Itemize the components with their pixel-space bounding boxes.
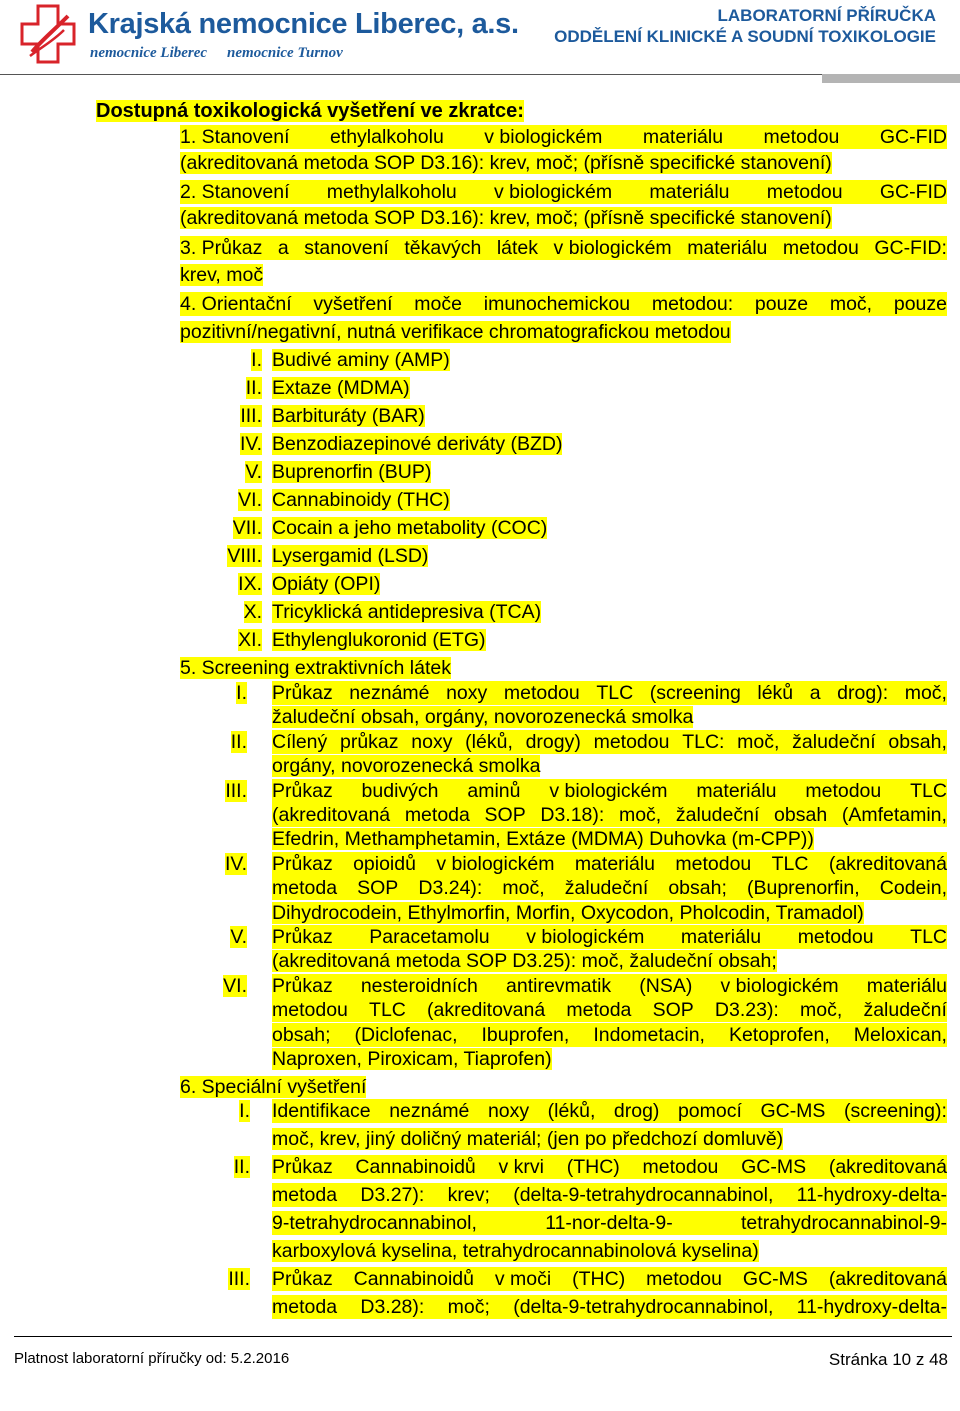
word: drogy) bbox=[525, 730, 581, 753]
word: metodou bbox=[782, 237, 859, 259]
word: metoda bbox=[404, 804, 470, 826]
word: v biologickém bbox=[720, 974, 839, 997]
word: žaludeční bbox=[792, 730, 876, 753]
screening-item-line bbox=[272, 803, 947, 827]
word: GC-MS bbox=[742, 1268, 808, 1290]
word: neznámé bbox=[389, 1100, 470, 1122]
item-number: VI. bbox=[238, 489, 262, 511]
page-number: Stránka 10 z 48 bbox=[828, 1350, 948, 1369]
item-number: VII. bbox=[232, 517, 262, 539]
word: aminů bbox=[467, 779, 521, 802]
special-item-line bbox=[272, 1155, 947, 1179]
word: 9-tetrahydrocannabinol, bbox=[272, 1212, 477, 1234]
header-divider-accent bbox=[822, 74, 960, 83]
item-1-line: (akreditovaná metoda SOP D3.16): krev, moč; (přísně specifické stanovení) bbox=[180, 152, 832, 174]
word: neznámé bbox=[349, 682, 430, 704]
item-3-line bbox=[180, 236, 947, 260]
word: methylalkoholu bbox=[326, 181, 457, 203]
word: v biologickém bbox=[553, 237, 672, 259]
word: (THC) bbox=[566, 1156, 620, 1178]
screening-item-line bbox=[272, 681, 947, 705]
word: Cannabinoidů bbox=[353, 1268, 474, 1290]
word: obsah; bbox=[668, 877, 727, 900]
word: TLC: bbox=[682, 730, 725, 753]
section-5-title: 5. Screening extraktivních látek bbox=[180, 657, 451, 679]
word: GC-MS bbox=[760, 1100, 826, 1122]
immuno-test-item: Benzodiazepinové deriváty (BZD) bbox=[272, 433, 563, 455]
word: (akreditovaná bbox=[427, 999, 546, 1022]
word: materiálu bbox=[687, 237, 768, 259]
screening-item-line bbox=[272, 852, 947, 876]
item-number: IV. bbox=[224, 852, 247, 875]
word: (akreditovaná bbox=[272, 804, 391, 826]
word: (screening): bbox=[843, 1100, 947, 1122]
word: (screening bbox=[649, 682, 741, 704]
word: 3. Průkaz bbox=[180, 237, 263, 259]
special-item-line bbox=[272, 1183, 947, 1207]
word: (Diclofenac, bbox=[354, 1023, 458, 1046]
word: 4. Orientační bbox=[180, 293, 292, 315]
word: opioidů bbox=[353, 852, 416, 875]
screening-item-line bbox=[272, 730, 947, 754]
immuno-test-item: Buprenorfin (BUP) bbox=[272, 461, 432, 483]
word: drog): bbox=[837, 682, 889, 704]
screening-item-line bbox=[272, 998, 947, 1022]
page-header bbox=[0, 0, 960, 80]
item-number: IX. bbox=[238, 573, 262, 595]
immuno-test-item: Tricyklická antidepresiva (TCA) bbox=[272, 601, 542, 623]
word: metodou bbox=[766, 181, 843, 203]
item-number: I. bbox=[251, 349, 262, 371]
word: Průkaz bbox=[272, 852, 333, 875]
word: pomocí bbox=[677, 1100, 742, 1122]
screening-item-line bbox=[272, 925, 947, 949]
word: imunochemickou bbox=[483, 293, 631, 315]
screening-item-line bbox=[272, 974, 947, 998]
word: a bbox=[277, 237, 289, 259]
word: TLC bbox=[910, 926, 947, 948]
word: (léků, bbox=[465, 730, 513, 753]
word: moč; bbox=[447, 1296, 490, 1318]
word: 11-hydroxy-delta- bbox=[796, 1184, 947, 1206]
word: (delta-9-tetrahydrocannabinol, bbox=[513, 1296, 774, 1318]
section-heading: Dostupná toxikologická vyšetření ve zkratce: bbox=[96, 100, 524, 122]
word: metodou bbox=[763, 126, 840, 148]
word: budivých bbox=[361, 779, 439, 802]
word: Průkaz bbox=[272, 1156, 333, 1178]
word: GC-FID bbox=[879, 126, 947, 148]
word: noxy bbox=[411, 730, 453, 753]
word: metodou bbox=[805, 779, 882, 802]
special-item-line: moč, krev, jiný doličný materiál; (jen po předchozí domluvě) bbox=[272, 1128, 784, 1150]
word: Paracetamolu bbox=[369, 926, 490, 948]
immuno-test-item: Barbituráty (BAR) bbox=[272, 405, 425, 427]
word: materiálu bbox=[696, 779, 777, 802]
word: TLC bbox=[369, 999, 406, 1022]
word: metodou bbox=[797, 926, 874, 948]
word: Průkaz bbox=[272, 779, 333, 802]
word: nesteroidních bbox=[360, 974, 478, 997]
word: (akreditovaná bbox=[828, 1156, 947, 1178]
word: SOP bbox=[357, 877, 399, 900]
validity-date: Platnost laboratorní příručky od: 5.2.2016 bbox=[14, 1350, 290, 1367]
word: Meloxican, bbox=[853, 1023, 947, 1046]
item-number: X. bbox=[243, 601, 262, 623]
subtitle-turnov: nemocnice Turnov bbox=[227, 45, 343, 61]
screening-item-line: Dihydrocodein, Ethylmorfin, Morfin, Oxycodon, Pholcodin, Tramadol) bbox=[272, 901, 864, 924]
special-item-line bbox=[272, 1099, 947, 1123]
header-divider bbox=[0, 74, 960, 75]
word: SOP bbox=[652, 999, 694, 1022]
hospital-subtitle bbox=[90, 45, 343, 62]
word: metodou: bbox=[651, 293, 734, 315]
screening-item-line bbox=[272, 1023, 947, 1047]
word: (akreditovaná bbox=[828, 852, 947, 875]
item-number: VI. bbox=[223, 974, 247, 997]
word: TLC bbox=[771, 852, 809, 875]
word: Ibuprofen, bbox=[481, 1023, 570, 1046]
item-number: IV. bbox=[239, 433, 262, 455]
screening-item-line bbox=[272, 779, 947, 803]
word: 1. Stanovení bbox=[180, 126, 290, 148]
word: D3.28): bbox=[360, 1296, 425, 1318]
word: TLC bbox=[596, 682, 634, 704]
word: GC-FID bbox=[879, 181, 947, 203]
hospital-name: Krajská nemocnice Liberec, a.s. bbox=[88, 8, 519, 40]
item-number: I. bbox=[236, 682, 247, 704]
word: 11-nor-delta-9- bbox=[545, 1212, 673, 1234]
word: v moči bbox=[494, 1268, 552, 1290]
word: Codein, bbox=[879, 877, 947, 900]
immuno-test-item: Budivé aminy (AMP) bbox=[272, 349, 450, 371]
item-number: V. bbox=[230, 926, 247, 948]
item-4-line: pozitivní/negativní, nutná verifikace chromatografickou metodou bbox=[180, 321, 731, 343]
screening-item-line: orgány, novorozenecká smolka bbox=[272, 755, 541, 778]
special-item-line bbox=[272, 1211, 947, 1235]
word: materiálu bbox=[680, 926, 762, 948]
item-number: I. bbox=[239, 1100, 250, 1122]
word: tetrahydrocannabinol-9- bbox=[741, 1212, 947, 1234]
item-number: III. bbox=[225, 779, 247, 802]
word: metodou bbox=[503, 682, 580, 704]
word: léků bbox=[757, 682, 794, 704]
word: 11-hydroxy-delta- bbox=[796, 1296, 947, 1318]
word: obsah; bbox=[272, 1023, 331, 1046]
word: v biologickém bbox=[436, 852, 555, 875]
item-1-line bbox=[180, 125, 947, 149]
word: obsah, bbox=[888, 730, 947, 753]
immuno-test-item: Cocain a jeho metabolity (COC) bbox=[272, 517, 548, 539]
word: antirevmatik bbox=[506, 974, 612, 997]
word: moč, bbox=[737, 730, 780, 753]
screening-item-line bbox=[272, 876, 947, 900]
word: D3.24): bbox=[418, 877, 483, 900]
word: v biologickém bbox=[526, 926, 645, 948]
handbook-title: LABORATORNÍ PŘÍRUČKA bbox=[717, 6, 936, 25]
word: moč, bbox=[829, 293, 873, 315]
item-4-line bbox=[180, 292, 947, 316]
word: materiálu bbox=[574, 852, 656, 875]
item-number: II. bbox=[230, 730, 247, 753]
word: metodou bbox=[642, 1156, 719, 1178]
word: (léků, bbox=[547, 1100, 596, 1122]
word: metoda bbox=[566, 999, 632, 1022]
word: metodou bbox=[272, 999, 348, 1022]
hospital-cross-logo-icon bbox=[20, 4, 76, 64]
word: metoda bbox=[272, 1296, 338, 1318]
word: TLC bbox=[910, 779, 947, 802]
immuno-test-item: Extaze (MDMA) bbox=[272, 377, 410, 399]
word: látek bbox=[496, 237, 539, 259]
item-2-line bbox=[180, 180, 947, 204]
item-number: V. bbox=[245, 461, 262, 483]
word: D3.18): bbox=[540, 804, 605, 826]
word: metodou bbox=[675, 852, 752, 875]
word: Cílený bbox=[272, 730, 328, 753]
word: GC-FID: bbox=[874, 237, 947, 259]
immuno-test-item: Cannabinoidy (THC) bbox=[272, 489, 450, 511]
word: moč, bbox=[800, 999, 843, 1022]
immuno-test-item: Lysergamid (LSD) bbox=[272, 545, 429, 567]
word: Průkaz bbox=[272, 682, 333, 704]
section-6-title: 6. Speciální vyšetření bbox=[180, 1076, 367, 1098]
item-number: II. bbox=[245, 377, 262, 399]
item-number: III. bbox=[240, 405, 262, 427]
footer-divider bbox=[14, 1336, 952, 1337]
word: žaludeční bbox=[564, 877, 649, 900]
word: Cannabinoidů bbox=[355, 1156, 476, 1178]
word: noxy bbox=[446, 682, 488, 704]
word: moč, bbox=[502, 877, 545, 900]
word: GC-MS bbox=[741, 1156, 807, 1178]
word: (akreditovaná bbox=[828, 1268, 947, 1290]
word: v krvi bbox=[498, 1156, 544, 1178]
word: Ketoprofen, bbox=[728, 1023, 830, 1046]
word: průkaz bbox=[340, 730, 399, 753]
subtitle-liberec: nemocnice Liberec bbox=[90, 45, 208, 61]
word: moč, bbox=[618, 804, 662, 826]
word: (Buprenorfin, bbox=[746, 877, 860, 900]
word: drog) bbox=[613, 1100, 660, 1122]
word: materiálu bbox=[642, 126, 724, 148]
word: moče bbox=[414, 293, 462, 315]
screening-item-line: (akreditovaná metoda SOP D3.25): moč, žaludeční obsah; bbox=[272, 950, 777, 973]
word: Identifikace bbox=[272, 1100, 371, 1122]
word: noxy bbox=[487, 1100, 530, 1122]
word: žaludeční bbox=[675, 804, 760, 826]
word: těkavých bbox=[404, 237, 482, 259]
item-number: II. bbox=[233, 1156, 250, 1178]
screening-item-line: žaludeční obsah, orgány, novorozenecká smolka bbox=[272, 706, 694, 729]
word: v biologickém bbox=[549, 779, 668, 802]
word: pouze bbox=[754, 293, 809, 315]
word: 2. Stanovení bbox=[180, 181, 290, 203]
word: (THC) bbox=[572, 1268, 626, 1290]
word: metoda bbox=[272, 877, 338, 900]
item-number: VIII. bbox=[227, 545, 262, 567]
immuno-test-item: Opiáty (OPI) bbox=[272, 573, 381, 595]
word: metodou bbox=[646, 1268, 722, 1290]
item-3-line: krev, moč bbox=[180, 264, 264, 286]
item-number: XI. bbox=[238, 629, 262, 651]
word: žaludeční bbox=[863, 999, 947, 1022]
word: Indometacin, bbox=[593, 1023, 705, 1046]
special-item-line bbox=[272, 1267, 947, 1291]
screening-item-line: Efedrin, Methamphetamin, Extáze (MDMA) Duhovka (m-CPP)) bbox=[272, 828, 814, 851]
word: D3.23): bbox=[714, 999, 779, 1022]
word: (Amfetamin, bbox=[841, 804, 947, 826]
word: materiálu bbox=[866, 974, 947, 997]
word: SOP bbox=[484, 804, 526, 826]
department-title: ODDĚLENÍ KLINICKÉ A SOUDNÍ TOXIKOLOGIE bbox=[554, 27, 936, 46]
word: metodou bbox=[593, 730, 670, 753]
word: a bbox=[809, 682, 821, 704]
screening-item-line: Naproxen, Piroxicam, Tiaprofen) bbox=[272, 1048, 552, 1070]
special-item-line: karboxylová kyselina, tetrahydrocannabinolová kyselina) bbox=[272, 1240, 759, 1262]
word: Průkaz bbox=[272, 926, 333, 948]
item-2-line: (akreditovaná metoda SOP D3.16): krev, moč; (přísně specifické stanovení) bbox=[180, 207, 832, 229]
word: (NSA) bbox=[639, 974, 693, 997]
word: (delta-9-tetrahydrocannabinol, bbox=[513, 1184, 774, 1206]
immuno-test-item: Ethylenglukoronid (ETG) bbox=[272, 629, 486, 651]
word: pouze bbox=[893, 293, 947, 315]
special-item-line bbox=[272, 1295, 947, 1319]
word: moč, bbox=[904, 682, 947, 704]
word: v biologickém bbox=[493, 181, 613, 203]
word: v biologickém bbox=[484, 126, 603, 148]
word: ethylalkoholu bbox=[329, 126, 444, 148]
word: obsah bbox=[774, 804, 828, 826]
word: Průkaz bbox=[272, 1268, 333, 1290]
word: krev; bbox=[447, 1184, 490, 1206]
word: Průkaz bbox=[272, 974, 333, 997]
item-number: III. bbox=[228, 1268, 250, 1290]
word: stanovení bbox=[304, 237, 389, 259]
word: metoda bbox=[272, 1184, 338, 1206]
word: materiálu bbox=[649, 181, 730, 203]
word: vyšetření bbox=[313, 293, 393, 315]
word: D3.27): bbox=[360, 1184, 425, 1206]
